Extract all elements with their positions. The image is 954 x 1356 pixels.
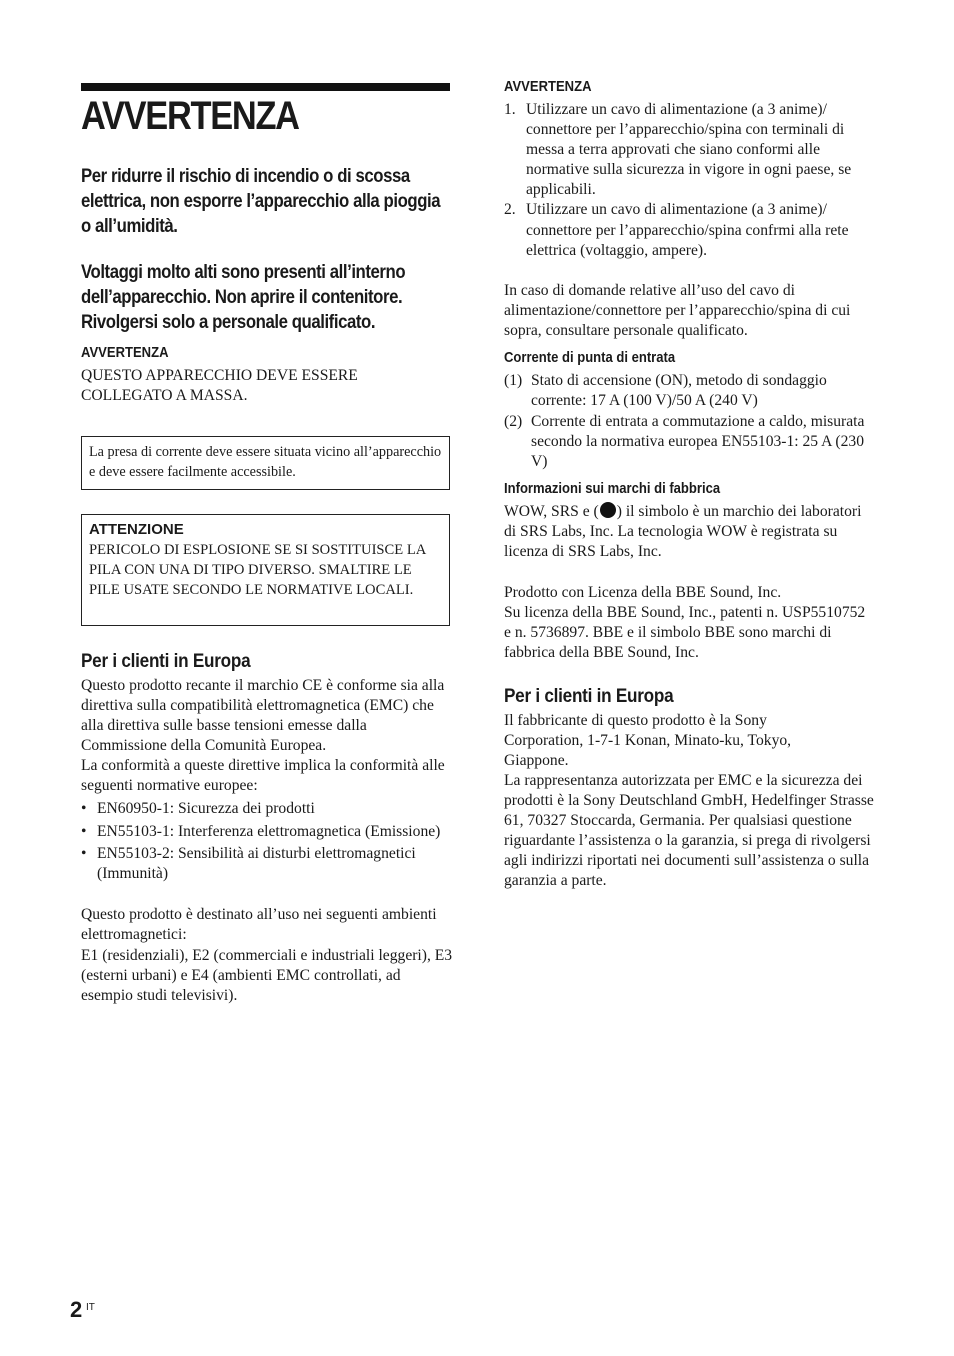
bbe-line-1: Prodotto con Licenza della BBE Sound, Inc.	[504, 584, 782, 601]
attenzione-text: PERICOLO DI ESPLOSIONE SE SI SOSTITUISCE LA PILA CON UNA DI TIPO DIVERSO. SMALTIRE LE PILE USATE SECONDO LE NORMATIVE LOCALI.	[89, 542, 426, 598]
title-rule	[81, 83, 450, 91]
trademark-text-a: WOW, SRS e (	[504, 503, 599, 520]
europe-heading-right: Per i clienti in Europa	[504, 685, 674, 707]
attenzione-box	[81, 514, 450, 626]
norms-list	[81, 799, 453, 887]
item-text: Stato di accensione (ON), metodo di sondaggio corrente: 17 A (100 V)/50 A (240 V)	[531, 372, 827, 410]
list-item: • EN60950-1: Sicurezza dei prodotti	[81, 799, 453, 819]
trademark-heading: Informazioni sui marchi di fabbrica	[504, 481, 721, 497]
ground-text: QUESTO APPARECCHIO DEVE ESSERE COLLEGATO A MASSA.	[81, 367, 358, 405]
europe-p2-right: La rappresentanza autorizzata per EMC e la sicurezza dei prodotti è la Sony Deutschland GmbH, Hedelfinger Strasse 61, 70327 Stoccarda, Germania. Per qualsiasi questione riguardante l’assistenza o la garanzia, si prega di rivolgersi agli indirizzi riportati nei documenti sull’assistenza o sulla garanzia a parte.	[504, 772, 874, 890]
item-text: Utilizzare un cavo di alimentazione (a 3 anime)/ connettore per l’apparecchio/spina confrmi alla rete elettrica (voltaggio, ampere).	[526, 201, 849, 259]
inrush-heading: Corrente di punta di entrata	[504, 350, 676, 366]
bbe-line-2: Su licenza della BBE Sound, Inc., patenti n. USP5510752 e n. 5736897. BBE e il simbolo BBE sono marchi di fabbrica della BBE Sound, Inc.	[504, 604, 866, 662]
europe-p1-left: Questo prodotto recante il marchio CE è conforme sia alla direttiva sulla compatibilità elettromagnetica (EMC) che alla direttiva sulle basse tensioni emesse dalla Commissione della Comunità Europea.	[81, 677, 445, 755]
item-number: 2.	[504, 201, 516, 219]
item-text: Utilizzare un cavo di alimentazione (a 3 anime)/ connettore per l’apparecchio/spina con terminali di messa a terra approvati che siano conformi alle normative sulla sicurezza in vigore in ogni paese, se applicabili.	[526, 101, 852, 199]
cable-note: In caso di domande relative all’uso del cavo di alimentazione/connettore per l’apparecchio/spina di cui sopra, consultare personale qualificato.	[504, 282, 851, 340]
cable-list	[504, 100, 876, 261]
list-item	[504, 412, 876, 472]
avvertenza-label: AVVERTENZA	[81, 345, 169, 361]
europe-heading-left: Per i clienti in Europa	[81, 650, 251, 672]
europe-p3-left: Questo prodotto è destinato all’uso nei seguenti ambienti elettromagnetici:	[81, 906, 437, 944]
page-language: IT	[86, 1302, 95, 1313]
europe-p1-right: Il fabbricante di questo prodotto è la Sony Corporation, 1-7-1 Konan, Minato-ku, Tokyo, Giappone.	[504, 712, 792, 770]
europe-p2-left: La conformità a queste direttive implica la conformità alle seguenti normative europee:	[81, 757, 445, 795]
fire-warning: Per ridurre il rischio di incendio o di scossa elettrica, non esporre l’apparecchio alla pioggia o all’umidità.	[81, 165, 441, 237]
item-number: 1.	[504, 101, 516, 118]
trademark-text-b: ) il simbolo è un marchio dei laboratori di SRS Labs, Inc. La tecnologia WOW è registrata su licenza di SRS Labs, Inc.	[504, 503, 862, 561]
inrush-list	[504, 371, 876, 473]
trademark-text	[504, 502, 876, 562]
item-text: Corrente di entrata a commutazione a caldo, misurata secondo la normativa europea EN55103-1: 25 A (230 V)	[531, 413, 865, 471]
list-item: • EN55103-2: Sensibilità ai disturbi elettromagnetici (Immunità)	[81, 844, 453, 884]
list-item	[504, 371, 876, 411]
srs-logo-icon	[600, 502, 616, 518]
socket-text: La presa di corrente deve essere situata vicino all’apparecchio e deve essere facilmente accessibile.	[89, 444, 442, 480]
page-number: 2	[70, 1297, 83, 1322]
europe-p4-left: E1 (residenziali), E2 (commerciali e industriali leggeri), E3 (esterni urbani) e E4 (ambienti EMC controllati, ad esempio studi televisivi).	[81, 947, 453, 1005]
socket-box	[81, 436, 450, 490]
item-number: (1)	[504, 372, 523, 389]
list-item	[504, 200, 876, 260]
list-item: • EN55103-1: Interferenza elettromagnetica (Emissione)	[81, 822, 453, 842]
voltage-warning: Voltaggi molto alti sono presenti all’interno dell’apparecchio. Non aprire il contenitore. Rivolgersi solo a personale qualificato.	[81, 261, 406, 333]
item-number: (2)	[504, 413, 523, 431]
avvertenza-label-right: AVVERTENZA	[504, 79, 592, 95]
attenzione-label: ATTENZIONE	[89, 521, 184, 538]
page-title: AVVERTENZA	[81, 94, 299, 138]
list-item	[504, 100, 876, 200]
